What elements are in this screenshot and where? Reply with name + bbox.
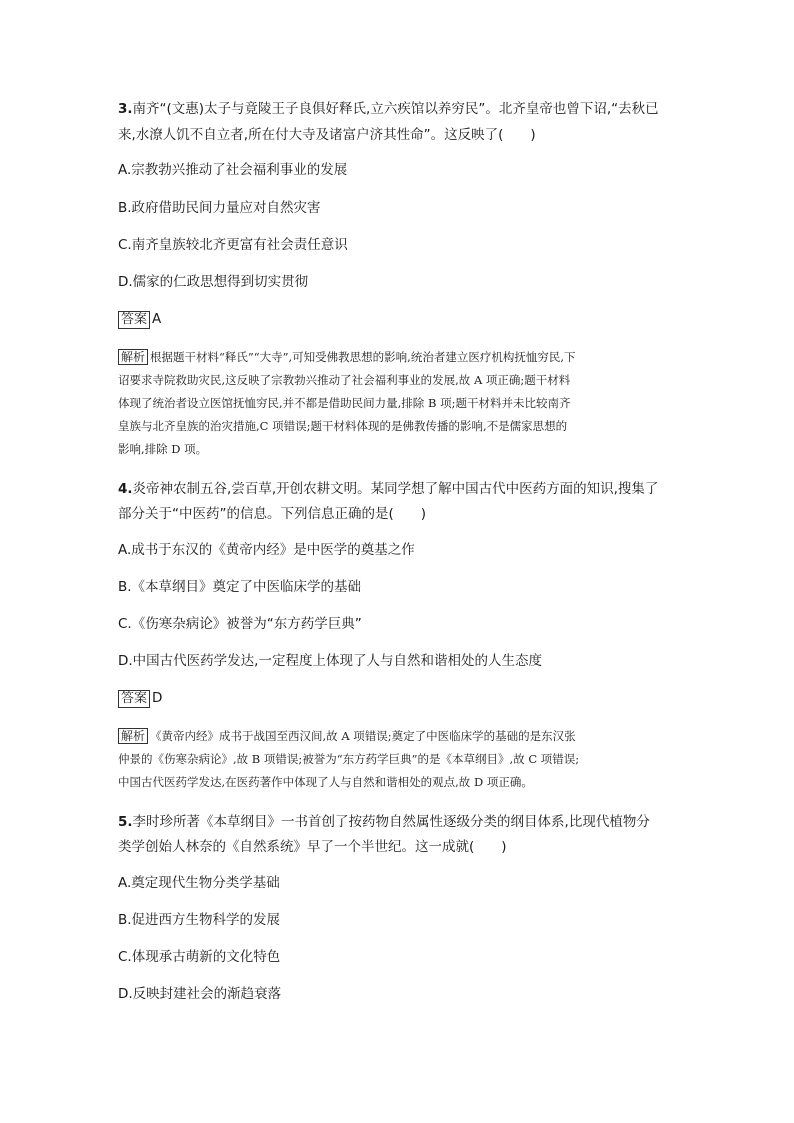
q3-answer-value: A bbox=[152, 311, 162, 327]
explanation-label: 解析 bbox=[118, 349, 148, 365]
q3-stem-line-2: 来,水潦人饥不自立者,所在付大寺及诸富户济其性命”。这反映了( ) bbox=[118, 127, 536, 143]
q4-stem-line-2: 部分关于“中医药”的信息。下列信息正确的是( ) bbox=[118, 506, 427, 522]
q3-stem-line-1: 3.南齐“(文惠)太子与竟陵王子良俱好释氏,立六疾馆以养穷民”。北齐皇帝也曾下诏,“去秋已 bbox=[118, 101, 659, 117]
q3-explanation-line-1: 解析 根据题干材料“释氏”“大寺”,可知受佛教思想的影响,统治者建立医疗机构抚恤穷民,下 bbox=[118, 349, 576, 365]
q5-number: 5. bbox=[118, 814, 133, 830]
answer-label: 答案 bbox=[118, 311, 150, 329]
q3-option-b: B.政府借助民间力量应对自然灾害 bbox=[118, 200, 321, 216]
q5-stem-line-2: 类学创始人林奈的《自然系统》早了一个半世纪。这一成就( ) bbox=[118, 839, 507, 855]
q4-explanation-line-2: 仲景的《伤寒杂病论》,故 B 项错误;被誉为“东方药学巨典”的是《本草纲目》,故 C 项错误; bbox=[118, 752, 580, 766]
explanation-label: 解析 bbox=[118, 728, 148, 744]
q5-option-a: A.奠定现代生物分类学基础 bbox=[118, 875, 280, 891]
q4-stem-line-1: 4.炎帝神农制五谷,尝百草,开创农耕文明。某同学想了解中国古代中医药方面的知识,搜集了 bbox=[118, 481, 659, 497]
q3-explanation-line-5: 影响,排除 D 项。 bbox=[118, 442, 208, 456]
q4-option-a: A.成书于东汉的《黄帝内经》是中医学的奠基之作 bbox=[118, 542, 415, 558]
q4-answer-value: D bbox=[152, 690, 163, 706]
answer-label: 答案 bbox=[118, 690, 150, 708]
q5-option-d: D.反映封建社会的渐趋衰落 bbox=[118, 986, 282, 1002]
q4-answer bbox=[118, 689, 162, 708]
q3-explanation-line-3: 体现了统治者设立医馆抚恤穷民,并不都是借助民间力量,排除 B 项;题干材料并未比较南齐 bbox=[118, 396, 571, 410]
q4-option-b: B.《本草纲目》奠定了中医临床学的基础 bbox=[118, 579, 362, 595]
q4-explanation-line-1: 解析 《黄帝内经》成书于战国至西汉间,故 A 项错误;奠定了中医临床学的基础的是东汉张 bbox=[118, 728, 576, 744]
q3-option-a: A.宗教勃兴推动了社会福利事业的发展 bbox=[118, 162, 348, 178]
q3-explanation-line-2: 诏要求寺院救助灾民,这反映了宗教勃兴推动了社会福利事业的发展,故 A 项正确;题干材料 bbox=[118, 373, 571, 387]
q4-explanation-line-3: 中国古代医药学发达,在医药著作中体现了人与自然和谐相处的观点,故 D 项正确。 bbox=[118, 775, 533, 789]
q3-number: 3. bbox=[118, 101, 133, 117]
q4-option-c: C.《伤寒杂病论》被誉为“东方药学巨典” bbox=[118, 616, 362, 632]
q3-option-c: C.南齐皇族较北齐更富有社会责任意识 bbox=[118, 237, 348, 253]
q3-answer bbox=[118, 310, 161, 329]
q4-option-d: D.中国古代医药学发达,一定程度上体现了人与自然和谐相处的人生态度 bbox=[118, 653, 542, 669]
q5-option-b: B.促进西方生物科学的发展 bbox=[118, 912, 281, 928]
q5-option-c: C.体现承古萌新的文化特色 bbox=[118, 949, 281, 965]
q4-number: 4. bbox=[118, 481, 133, 497]
q3-explanation-line-4: 皇族与北齐皇族的治灾措施,C 项错误;题干材料体现的是佛教传播的影响,不是儒家思想的 bbox=[118, 419, 568, 433]
q3-option-d: D.儒家的仁政思想得到切实贯彻 bbox=[118, 274, 309, 290]
q5-stem-line-1: 5.李时珍所著《本草纲目》一书首创了按药物自然属性逐级分类的纲目体系,比现代植物分 bbox=[118, 814, 650, 830]
